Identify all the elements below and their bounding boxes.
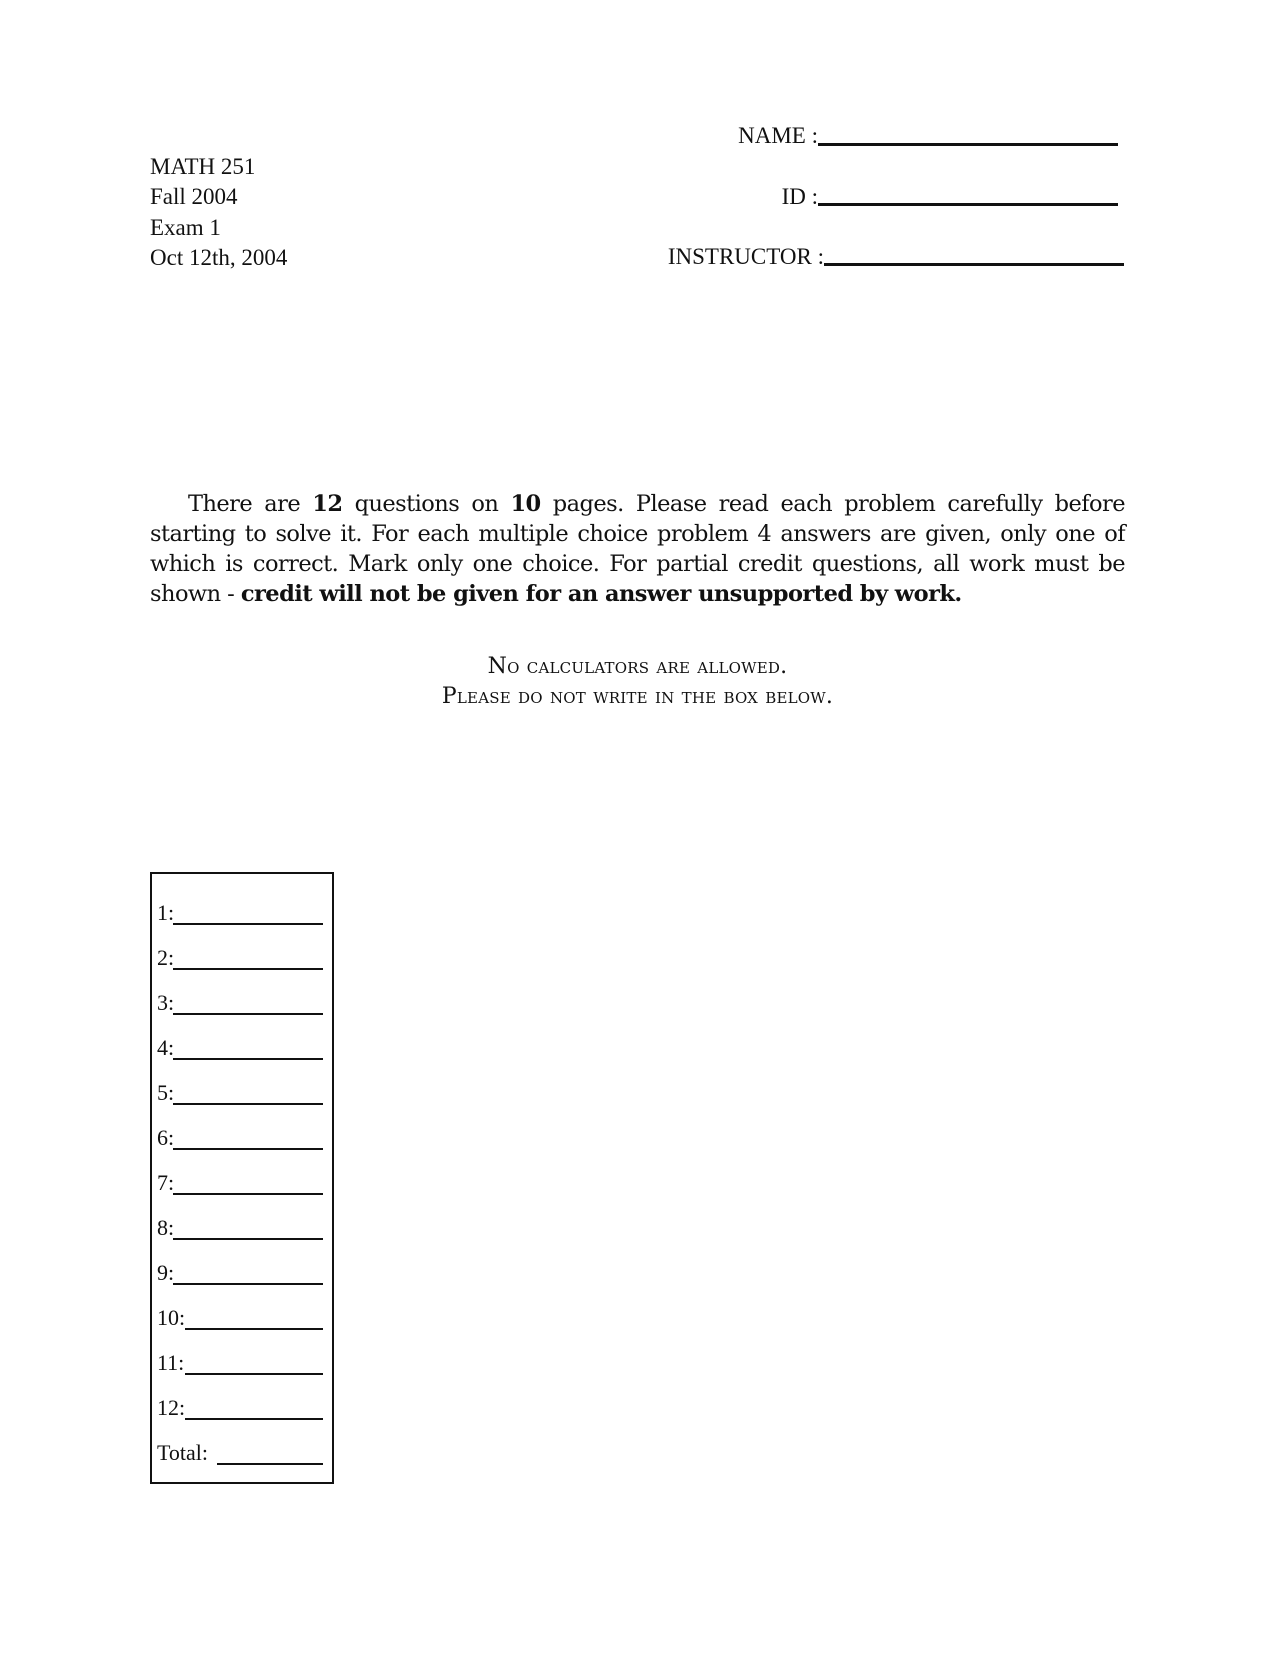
score-row-6[interactable] (157, 1123, 327, 1153)
score-label-7: 7: (157, 1170, 175, 1195)
score-blank-7[interactable] (173, 1193, 323, 1195)
score-row-2[interactable] (157, 943, 327, 973)
page-count: 10 (510, 491, 541, 517)
score-row-4[interactable] (157, 1033, 327, 1063)
score-blank-10[interactable] (185, 1328, 323, 1330)
score-label-2: 2: (157, 945, 175, 970)
score-row-total[interactable] (157, 1438, 327, 1468)
instructor-field[interactable] (824, 263, 1124, 266)
calculator-notice: No calculators are allowed. (487, 654, 788, 679)
score-box (150, 872, 334, 1484)
score-row-8[interactable] (157, 1213, 327, 1243)
score-label-8: 8: (157, 1215, 175, 1240)
score-blank-12[interactable] (185, 1418, 323, 1420)
course-term: Fall 2004 (150, 184, 238, 209)
box-notice: Please do not write in the box below. (441, 684, 834, 709)
score-label-total: Total: (157, 1440, 209, 1465)
exam-number: Exam 1 (150, 215, 221, 240)
score-label-10: 10: (157, 1305, 186, 1330)
score-label-12: 12: (157, 1395, 186, 1420)
score-blank-4[interactable] (173, 1058, 323, 1060)
score-blank-1[interactable] (173, 923, 323, 925)
score-row-3[interactable] (157, 988, 327, 1018)
id-field[interactable] (818, 203, 1118, 206)
instructor-label: INSTRUCTOR : (667, 244, 824, 269)
score-label-11: 11: (157, 1350, 185, 1375)
exam-date: Oct 12th, 2004 (150, 245, 288, 270)
name-field[interactable] (818, 143, 1118, 146)
score-blank-9[interactable] (173, 1283, 323, 1285)
score-row-9[interactable] (157, 1258, 327, 1288)
score-label-3: 3: (157, 990, 175, 1015)
score-blank-3[interactable] (173, 1013, 323, 1015)
instructions-text-1: There are (188, 491, 313, 517)
score-row-7[interactable] (157, 1168, 327, 1198)
score-blank-11[interactable] (185, 1373, 323, 1375)
course-code: MATH 251 (150, 154, 256, 179)
instructions-text-3: pages. Please read each problem carefully before starting to solve it. For each multiple choice problem 4 answers are given, only one of which is correct. Mark only one choice. For partial credit questions, all work must be shown - (150, 491, 1125, 607)
name-label: NAME : (738, 123, 818, 148)
score-blank-8[interactable] (173, 1238, 323, 1240)
credit-warning: credit will not be given for an answer unsupported by work. (240, 581, 962, 607)
instructions-text-2: questions on (342, 491, 511, 517)
score-blank-2[interactable] (173, 968, 323, 970)
score-row-1[interactable] (157, 898, 327, 928)
score-label-1: 1: (157, 900, 175, 925)
score-label-9: 9: (157, 1260, 175, 1285)
question-count: 12 (312, 491, 343, 517)
score-label-4: 4: (157, 1035, 175, 1060)
score-blank-total[interactable] (217, 1463, 323, 1465)
score-row-5[interactable] (157, 1078, 327, 1108)
score-row-11[interactable] (157, 1348, 327, 1378)
id-label: ID : (781, 184, 818, 209)
score-row-12[interactable] (157, 1393, 327, 1423)
score-label-5: 5: (157, 1080, 175, 1105)
instructions-paragraph (150, 489, 1125, 609)
score-blank-5[interactable] (173, 1103, 323, 1105)
score-row-10[interactable] (157, 1303, 327, 1333)
score-label-6: 6: (157, 1125, 175, 1150)
score-blank-6[interactable] (173, 1148, 323, 1150)
